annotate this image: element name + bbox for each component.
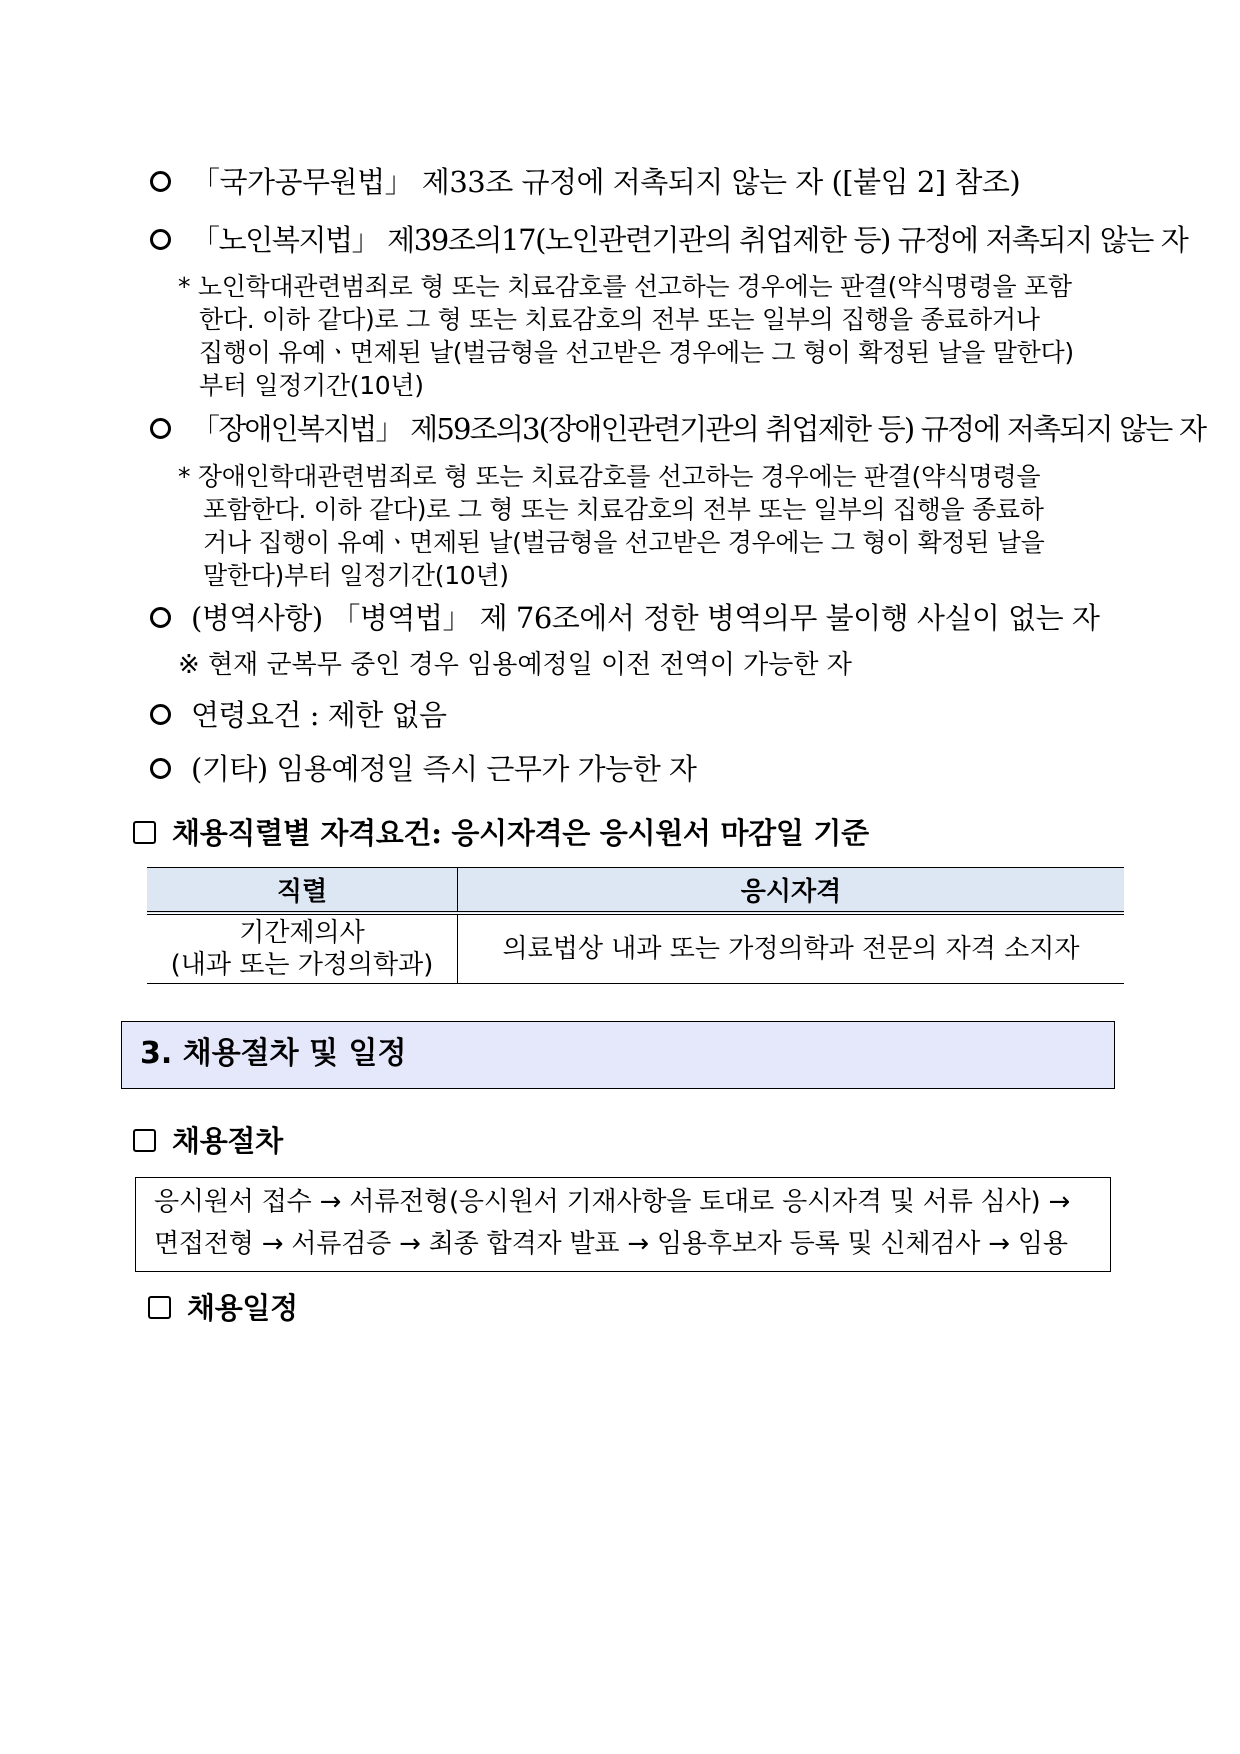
procedure-flow-line: 면접전형 → 서류검증 → 최종 합격자 발표 → 임용후보자 등록 및 신체검사 → 임용: [154, 1229, 1068, 1259]
item-disabled-welfare: 「장애인복지법」 제59조의3(장애인관련기관의 취업제한 등) 규정에 저촉되지 않는 자: [150, 411, 1205, 447]
note-military: ※ 현재 군복무 중인 경우 임용예정일 이전 전역이 가능한 자: [178, 650, 852, 680]
schedule-heading: 채용일정: [148, 1290, 298, 1326]
circle-bullet-icon: [150, 171, 171, 192]
item-age: 연령요건 : 제한 없음: [150, 697, 447, 733]
cell-qualification: 의료법상 내과 또는 가정의학과 전문의 자격 소지자: [458, 913, 1125, 984]
circle-bullet-icon: [150, 758, 171, 779]
item-civil-servant: 「국가공무원법」 제33조 규정에 저촉되지 않는 자 ([붙임 2] 참조): [150, 164, 1020, 200]
circle-bullet-icon: [150, 229, 171, 250]
table-header-row: [147, 868, 1124, 914]
circle-bullet-icon: [150, 607, 171, 628]
item-military: (병역사항) 「병역법」 제 76조에서 정한 병역의무 불이행 사실이 없는 자: [150, 600, 1099, 636]
procedure-heading: 채용절차: [133, 1123, 283, 1159]
qualification-table: [147, 867, 1124, 984]
header-qualification: 응시자격: [458, 868, 1125, 914]
square-bullet-icon: [133, 1129, 156, 1152]
section-header: [121, 1021, 1115, 1089]
item-elderly-welfare: 「노인복지법」 제39조의17(노인관련기관의 취업제한 등) 규정에 저촉되지 않는 자: [150, 222, 1187, 258]
header-position: 직렬: [147, 868, 458, 914]
circle-bullet-icon: [150, 704, 171, 725]
procedure-flow-line: 응시원서 접수 → 서류전형(응시원서 기재사항을 토대로 응시자격 및 서류 심사) →: [154, 1187, 1071, 1217]
square-bullet-icon: [133, 821, 156, 844]
note-disabled: * 장애인학대관련범죄로 형 또는 치료감호를 선고하는 경우에는 판결(약식명령을 포함한다. 이하 같다)로 그 형 또는 치료감호의 전부 또는 일부의 집행을 종료하 거나 집행이 유예ㆍ면제된 날(벌금형을 선고받은 경우에는 그 형이 확정된 날을 말한다)부터 일정기간(10년): [178, 462, 1045, 590]
section-title: 3. 채용절차 및 일정: [140, 1036, 407, 1071]
procedure-flow-box: [135, 1177, 1111, 1272]
circle-bullet-icon: [150, 418, 171, 439]
note-elderly: * 노인학대관련범죄로 형 또는 치료감호를 선고하는 경우에는 판결(약식명령을 포함 한다. 이하 같다)로 그 형 또는 치료감호의 전부 또는 일부의 집행을 종료하거나 집행이 유예ㆍ면제된 날(벌금형을 선고받은 경우에는 그 형이 확정된 날을 말한다) 부터 일정기간(10년): [178, 272, 1074, 400]
table-row: [147, 913, 1124, 984]
cell-position: 기간제의사 (내과 또는 가정의학과): [147, 913, 458, 984]
qualification-heading: 채용직렬별 자격요건: 응시자격은 응시원서 마감일 기준: [133, 815, 869, 851]
item-other: (기타) 임용예정일 즉시 근무가 가능한 자: [150, 751, 696, 787]
square-bullet-icon: [148, 1296, 171, 1319]
